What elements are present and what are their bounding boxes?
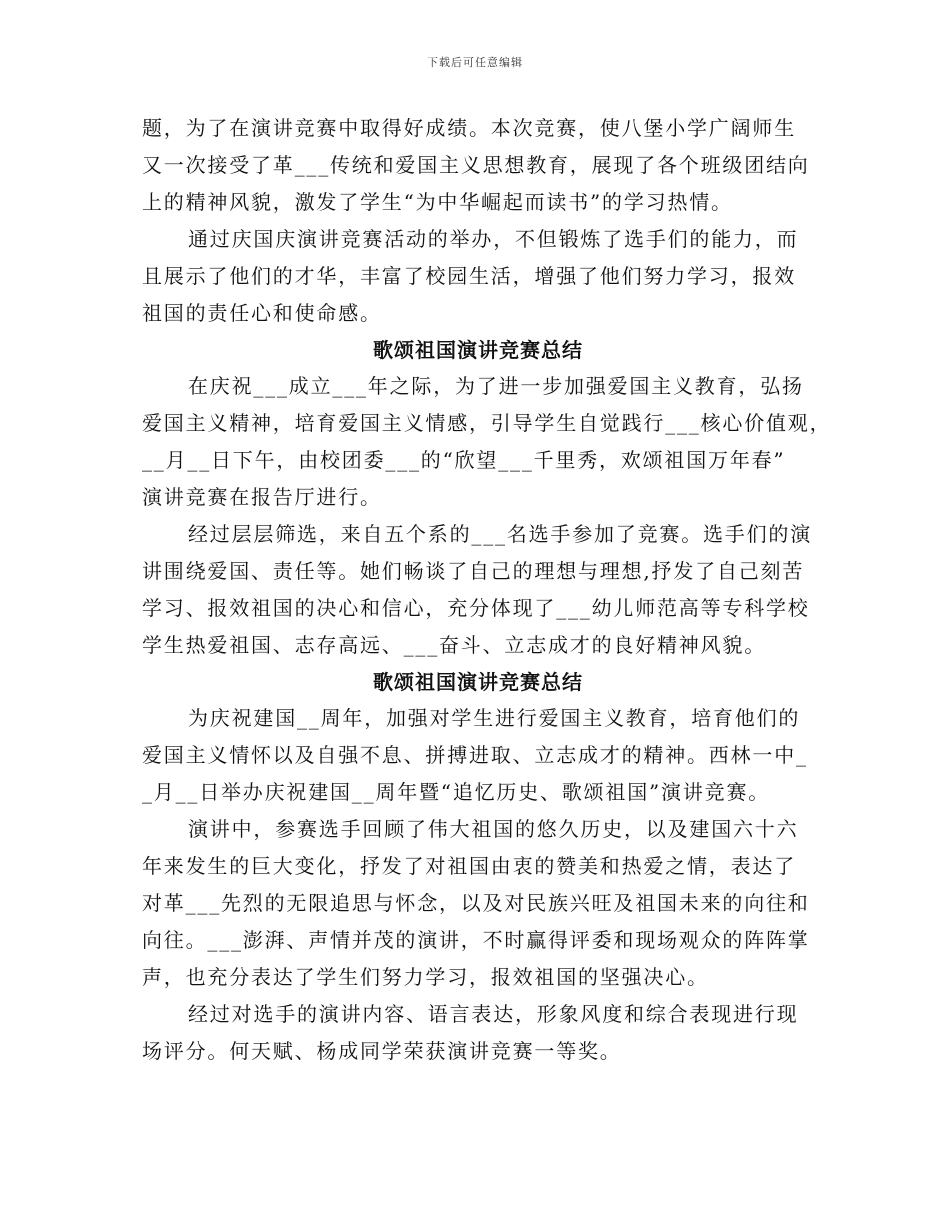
text-line: 向往。___澎湃、声情并茂的演讲，不时赢得评委和现场观众的阵阵掌: [142, 928, 810, 952]
text-line: __月__日下午，由校团委___的“欣望___千里秀，欢颂祖国万年春”: [142, 448, 786, 472]
text-line: 且展示了他们的才华，丰富了校园生活，增强了他们努力学习，报效: [142, 264, 796, 288]
text-line: 经过对选手的演讲内容、语言表达，形象风度和综合表现进行现: [188, 1002, 799, 1026]
text-line: 爱国主义精神，培育爱国主义情感，引导学生自觉践行___核心价值观，: [142, 411, 832, 435]
document-body: [142, 110, 832, 1070]
text-line: 祖国的责任心和使命感。: [142, 301, 382, 325]
text-line: 在庆祝___成立___年之际，为了进一步加强爱国主义教育，弘扬: [188, 374, 804, 398]
text-line: 对革___先烈的无限追思与怀念，以及对民族兴旺及祖国未来的向往和: [142, 891, 810, 915]
text-line: 学习、报效祖国的决心和信心，充分体现了___幼儿师范高等专科学校: [142, 596, 810, 620]
text-line: 为庆祝建国__周年，加强对学生进行爱国主义教育，培育他们的: [188, 706, 801, 730]
text-line: 通过庆国庆演讲竞赛活动的举办，不但锻炼了选手们的能力，而: [188, 227, 799, 251]
text-line: 年来发生的巨大变化，抒发了对祖国由衷的赞美和热爱之情，表达了: [142, 854, 796, 878]
text-line: 演讲竞赛在报告厅进行。: [142, 485, 382, 509]
text-line: 场评分。何天赋、杨成同学荣获演讲竞赛一等奖。: [142, 1039, 622, 1063]
text-line: 又一次接受了革___传统和爱国主义思想教育，展现了各个班级团结向: [142, 153, 810, 177]
text-line: 经过层层筛选，来自五个系的___名选手参加了竞赛。选手们的演: [188, 522, 812, 546]
text-line: 上的精神风貌，激发了学生“为中华崛起而读书”的学习热情。: [142, 190, 733, 214]
section-heading: 歌颂祖国演讲竞赛总结: [373, 670, 583, 694]
text-line: _月__日举办庆祝建国__周年暨“追忆历史、歌颂祖国”演讲竞赛。: [142, 780, 771, 804]
text-line: 爱国主义情怀以及自强不息、拼搏进取、立志成才的精神。西林一中_: [142, 743, 808, 767]
page-header-note: 下载后可任意编辑: [427, 56, 523, 69]
text-line: 学生热爱祖国、志存高远、___奋斗、立志成才的良好精神风貌。: [142, 633, 766, 657]
text-line: 声，也充分表达了学生们努力学习，报效祖国的坚强决心。: [142, 965, 709, 989]
text-line: 演讲中，参赛选手回顾了伟大祖国的悠久历史，以及建国六十六: [188, 817, 799, 841]
text-line: 题，为了在演讲竞赛中取得好成绩。本次竞赛，使八堡小学广阔师生: [142, 116, 796, 140]
text-line: 讲围绕爱国、责任等。她们畅谈了自己的理想与理想,抒发了自己刻苦: [142, 559, 805, 583]
section-heading: 歌颂祖国演讲竞赛总结: [373, 338, 583, 362]
